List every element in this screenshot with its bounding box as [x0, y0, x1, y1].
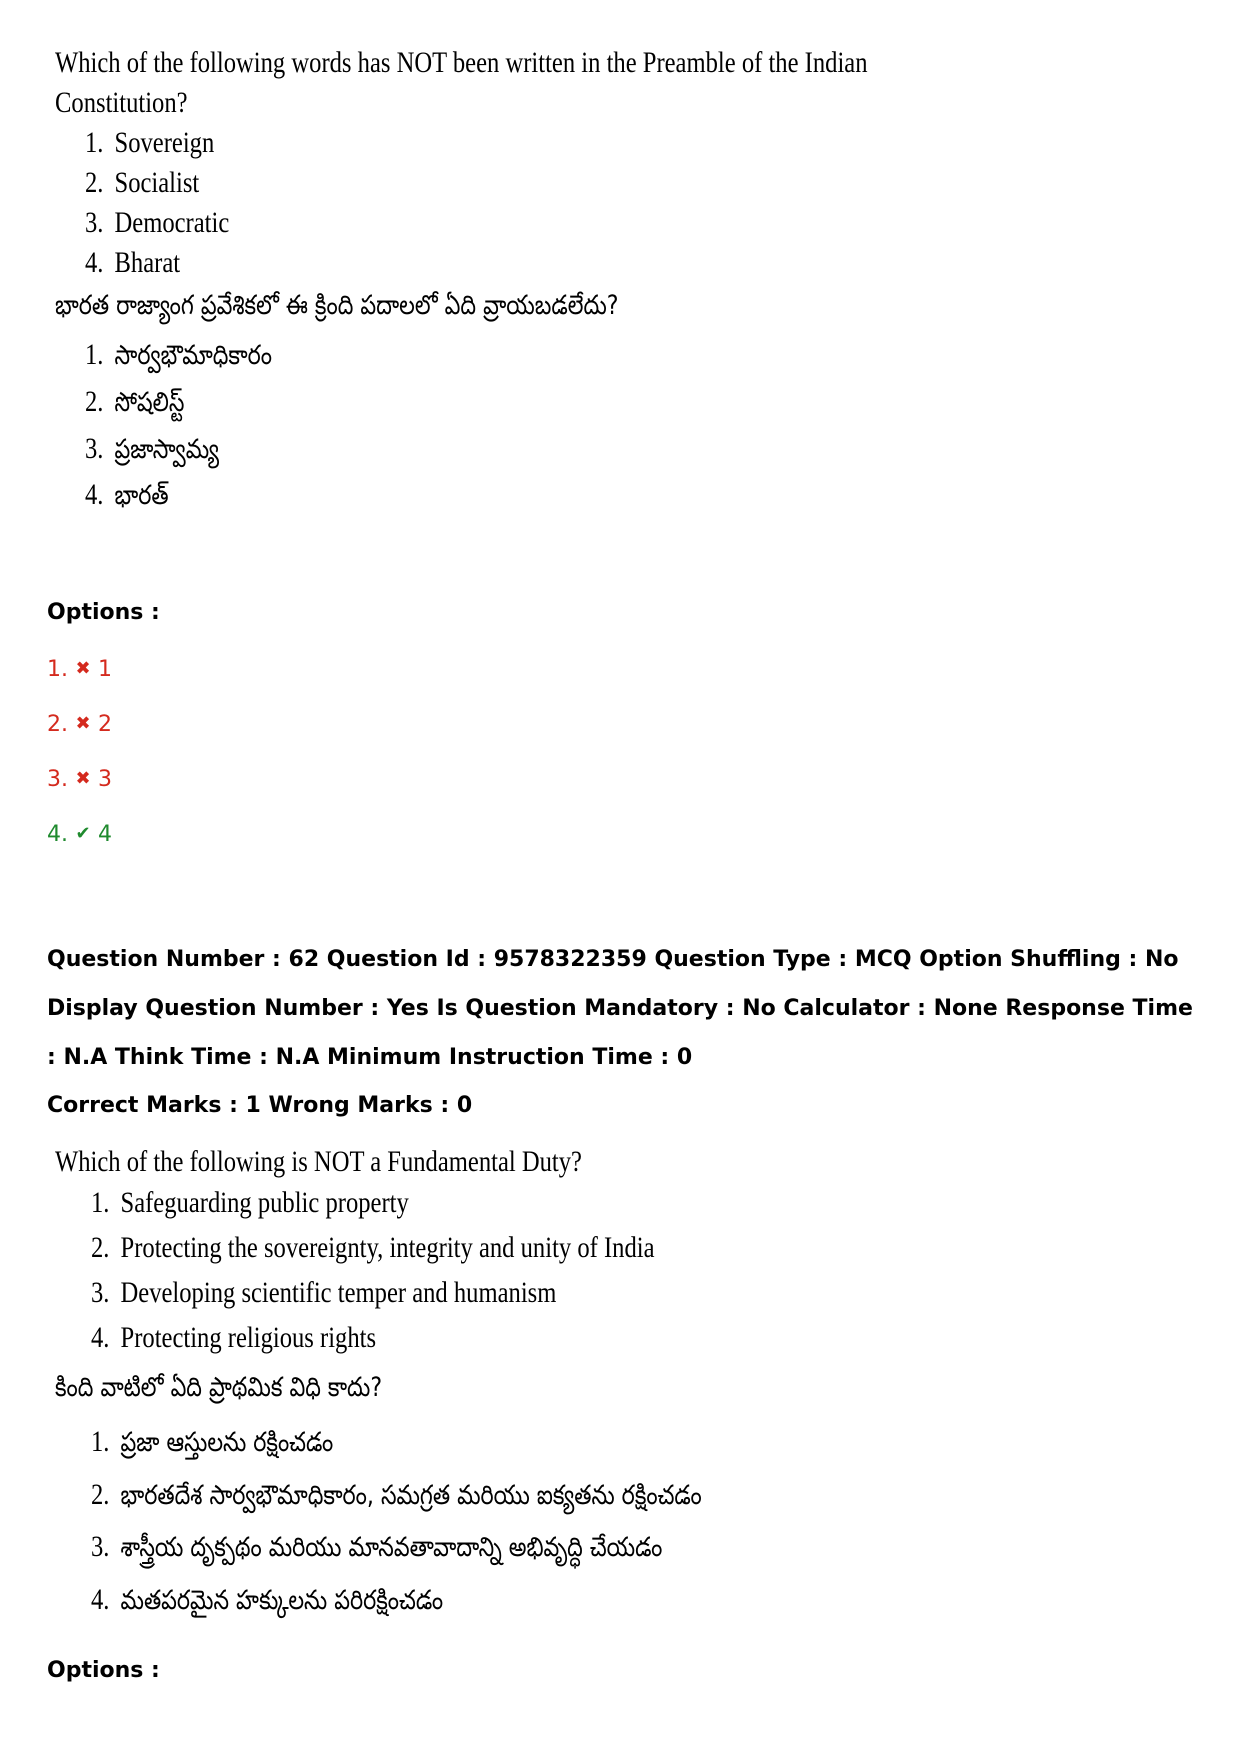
question-2-text-te: కింది వాటిలో ఏది ప్రాథమిక విధి కాదు?	[55, 1372, 383, 1403]
options-label-q1: Options :	[47, 600, 160, 625]
question-1-choice-en-1: 1. Sovereign	[85, 126, 215, 159]
cross-icon: ✖	[75, 713, 91, 734]
option-value: 4	[98, 822, 112, 847]
choice-text: Socialist	[114, 166, 200, 199]
choice-text: Protecting the sovereignty, integrity and unity of India	[120, 1231, 655, 1264]
option-2	[47, 712, 112, 737]
question-2-marks: Correct Marks : 1 Wrong Marks : 0	[47, 1093, 473, 1118]
choice-text: భారత్	[114, 480, 169, 511]
cross-icon: ✖	[75, 658, 91, 679]
question-1-text-en-line2: Constitution?	[55, 86, 188, 119]
question-2-choice-en-4: 4. Protecting religious rights	[91, 1321, 377, 1354]
options-label-q2: Options :	[47, 1658, 160, 1683]
choice-text: ప్రజాస్వామ్య	[114, 434, 220, 465]
question-2-choice-te-1: 1. ప్రజా ఆస్తులను రక్షించడం	[91, 1425, 334, 1458]
question-1-choice-en-4: 4. Bharat	[85, 246, 181, 279]
choice-text: Protecting religious rights	[120, 1321, 377, 1354]
choice-text: సార్వభౌమాధికారం	[114, 340, 272, 371]
question-2-choice-en-3: 3. Developing scientific temper and humanism	[91, 1276, 557, 1309]
question-1-choice-te-4: 4. భారత్	[85, 478, 169, 511]
question-1-text-te: భారత రాజ్యాంగ ప్రవేశికలో ఈ క్రింది పదాలలో ఏది వ్రాయబడలేదు?	[55, 290, 619, 321]
choice-text: Safeguarding public property	[120, 1186, 409, 1219]
choice-text: సోషలిస్ట్	[114, 387, 185, 418]
cross-icon: ✖	[75, 768, 91, 789]
question-1-choice-en-2: 2. Socialist	[85, 166, 200, 199]
question-2-choice-en-2: 2. Protecting the sovereignty, integrity and unity of India	[91, 1231, 655, 1264]
option-number: 2.	[47, 712, 68, 737]
option-number: 3.	[47, 767, 68, 792]
option-3	[47, 767, 112, 792]
choice-text: ప్రజా ఆస్తులను రక్షించడం	[120, 1427, 334, 1458]
question-2-meta	[47, 935, 1207, 1082]
option-value: 1	[98, 657, 112, 682]
question-1-choice-te-2: 2. సోషలిస్ట్	[85, 385, 185, 418]
question-1-choice-en-3: 3. Democratic	[85, 206, 230, 239]
choice-text: Developing scientific temper and humanism	[120, 1276, 557, 1309]
option-value: 2	[98, 712, 112, 737]
question-2-choice-te-2: 2. భారతదేశ సార్వభౌమాధికారం, సమగ్రత మరియు ఐక్యతను రక్షించడం	[91, 1478, 702, 1511]
question-1-choice-te-1: 1. సార్వభౌమాధికారం	[85, 338, 272, 371]
choice-text: మతపరమైన హక్కులను పరిరక్షించడం	[120, 1585, 444, 1616]
choice-text: Democratic	[114, 206, 230, 239]
check-icon: ✔	[75, 823, 91, 844]
option-number: 4.	[47, 822, 68, 847]
question-2-choice-en-1: 1. Safeguarding public property	[91, 1186, 409, 1219]
choice-text: శాస్త్రీయ దృక్పథం మరియు మానవతావాదాన్ని అభివృద్ధి చేయడం	[120, 1532, 663, 1563]
meta-line-2: Display Question Number : Yes Is Question Mandatory : No Calculator : None Response Time	[47, 996, 1193, 1021]
question-2-text-en: Which of the following is NOT a Fundamental Duty?	[55, 1145, 582, 1178]
question-1-choice-te-3: 3. ప్రజాస్వామ్య	[85, 432, 220, 465]
option-4	[47, 822, 112, 847]
question-1-text-line1: Which of the following words has NOT been written in the Preamble of the Indian	[55, 46, 868, 79]
question-2-choice-te-3: 3. శాస్త్రీయ దృక్పథం మరియు మానవతావాదాన్ని అభివృద్ధి చేయడం	[91, 1530, 663, 1563]
option-number: 1.	[47, 657, 68, 682]
option-1	[47, 657, 112, 682]
question-2-choice-te-4: 4. మతపరమైన హక్కులను పరిరక్షించడం	[91, 1583, 444, 1616]
choice-text: భారతదేశ సార్వభౌమాధికారం, సమగ్రత మరియు ఐక్యతను రక్షించడం	[120, 1480, 702, 1511]
question-1-text-en	[55, 46, 868, 80]
choice-text: Bharat	[114, 246, 181, 279]
meta-line-1: Question Number : 62 Question Id : 9578322359 Question Type : MCQ Option Shuffling : No	[47, 947, 1179, 972]
choice-text: Sovereign	[114, 126, 215, 159]
option-value: 3	[98, 767, 112, 792]
meta-line-3: : N.A Think Time : N.A Minimum Instruction Time : 0	[47, 1045, 693, 1070]
